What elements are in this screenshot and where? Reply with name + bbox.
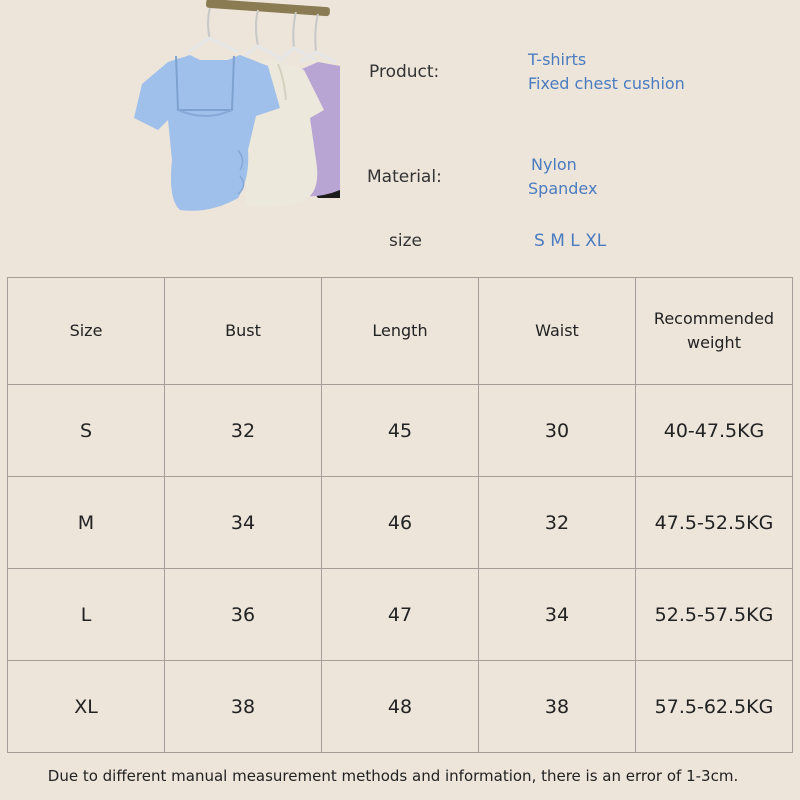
hanger-rail [206, 0, 330, 16]
cell-weight: 52.5-57.5KG [636, 569, 793, 661]
product-value-feature: Fixed chest cushion [528, 74, 685, 93]
header-size: Size [8, 278, 165, 385]
product-photo [128, 0, 340, 215]
cell-waist: 30 [479, 385, 636, 477]
cell-bust: 32 [165, 385, 322, 477]
table-row [8, 569, 793, 661]
cell-size: M [8, 477, 165, 569]
cell-length: 48 [322, 661, 479, 753]
header-recommended-weight: Recommended weight [636, 278, 793, 385]
cell-bust: 34 [165, 477, 322, 569]
material-label: Material: [367, 167, 442, 187]
cell-size: S [8, 385, 165, 477]
product-values [528, 48, 685, 96]
material-value-nylon: Nylon [531, 155, 577, 174]
hangers [188, 38, 336, 62]
product-label: Product: [369, 62, 440, 82]
cell-waist: 32 [479, 477, 636, 569]
cell-size: XL [8, 661, 165, 753]
size-label: size [389, 231, 422, 251]
cell-length: 46 [322, 477, 479, 569]
size-chart-table [7, 277, 793, 753]
header-waist: Waist [479, 278, 636, 385]
cell-waist: 38 [479, 661, 636, 753]
table-header-row [8, 278, 793, 385]
cell-weight: 47.5-52.5KG [636, 477, 793, 569]
size-value: S M L XL [534, 231, 607, 251]
table-row [8, 661, 793, 753]
cell-waist: 34 [479, 569, 636, 661]
cell-weight: 57.5-62.5KG [636, 661, 793, 753]
product-value-type: T-shirts [528, 50, 587, 69]
material-values [528, 153, 598, 201]
table-row [8, 385, 793, 477]
measurement-note: Due to different manual measurement methods and information, there is an error of 1-3cm. [47, 767, 739, 785]
cell-size: L [8, 569, 165, 661]
header-bust: Bust [165, 278, 322, 385]
cell-weight: 40-47.5KG [636, 385, 793, 477]
cell-bust: 38 [165, 661, 322, 753]
header-length: Length [322, 278, 479, 385]
cell-length: 45 [322, 385, 479, 477]
table-row [8, 477, 793, 569]
material-value-spandex: Spandex [528, 179, 598, 198]
cell-length: 47 [322, 569, 479, 661]
cell-bust: 36 [165, 569, 322, 661]
